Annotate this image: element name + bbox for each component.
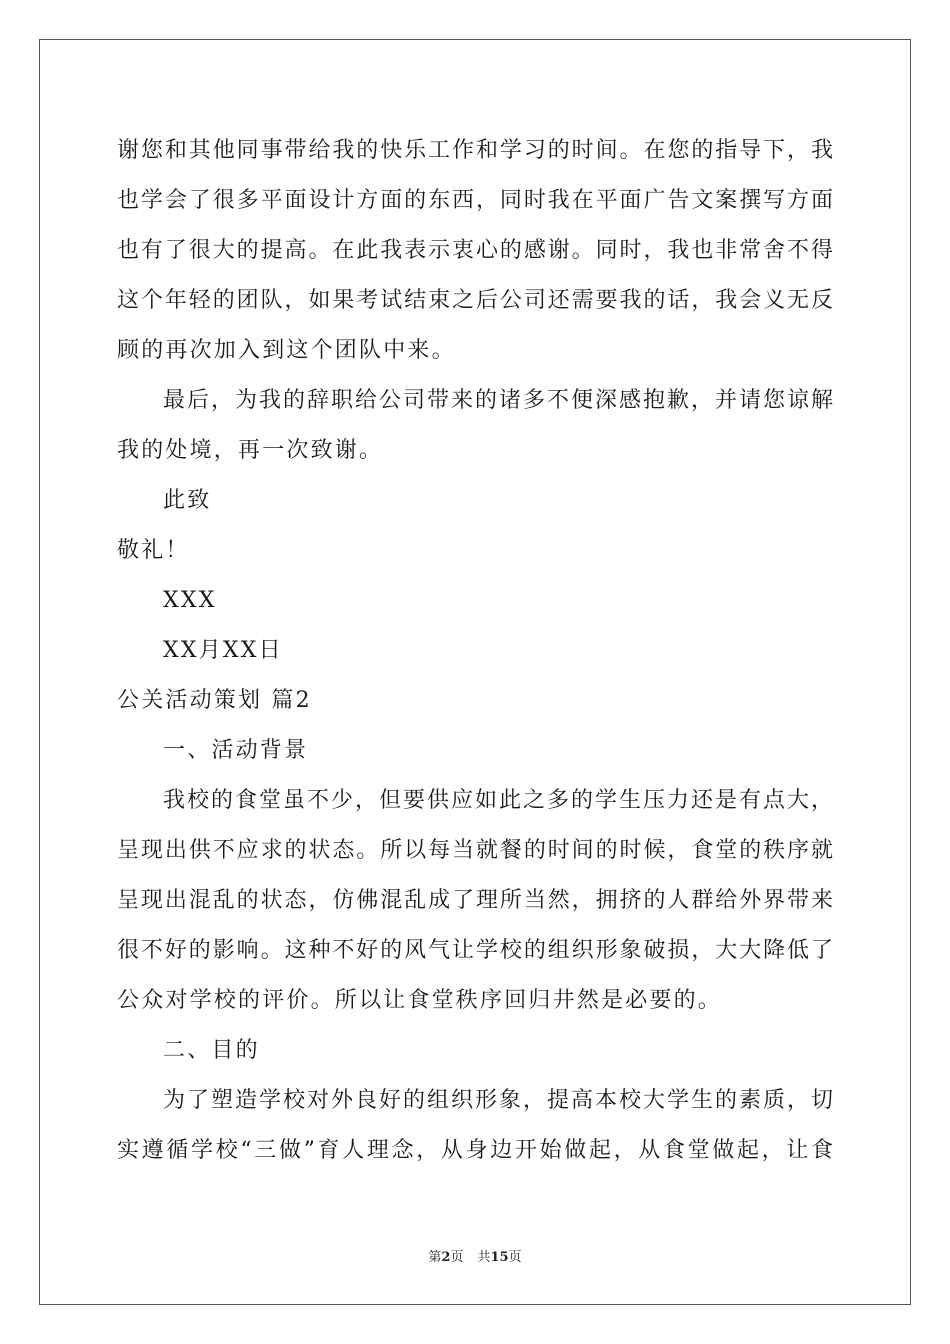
footer-page-suffix: 页	[450, 1250, 464, 1265]
text-line: 也有了很大的提高。在此我表示衷心的感谢。同时，我也非常舍不得	[117, 238, 833, 263]
text-line: 谢您和其他同事带给我的快乐工作和学习的时间。在您的指导下，我	[117, 138, 833, 163]
footer-total-pages: 15	[490, 1250, 509, 1265]
footer-page-number: 2	[441, 1250, 451, 1265]
footer-page-prefix: 第	[428, 1250, 442, 1265]
page-footer	[0, 1246, 950, 1265]
text-line: 敬礼！	[117, 538, 190, 563]
text-line: 最后，为我的辞职给公司带来的诸多不便深感抱歉，并请您谅解	[163, 388, 833, 413]
text-line: 呈现出混乱的状态，仿佛混乱成了理所当然，拥挤的人群给外界带来	[117, 888, 833, 913]
footer-total-prefix: 共	[477, 1250, 491, 1265]
text-line: 公众对学校的评价。所以让食堂秩序回归井然是必要的。	[117, 988, 723, 1013]
text-line: 很不好的影响。这种不好的风气让学校的组织形象破损，大大降低了	[117, 938, 833, 963]
text-line: 顾的再次加入到这个团队中来。	[117, 338, 456, 363]
text-line: 呈现出供不应求的状态。所以每当就餐的时间的时候，食堂的秩序就	[117, 838, 833, 863]
footer-total-suffix: 页	[508, 1250, 522, 1265]
text-line: 此致	[163, 488, 212, 513]
text-line: 也学会了很多平面设计方面的东西，同时我在平面广告文案撰写方面	[117, 188, 833, 213]
text-line: 一、活动背景	[163, 738, 309, 763]
text-line: XXX	[163, 588, 217, 613]
text-line: 我校的食堂虽不少，但要供应如此之多的学生压力还是有点大，	[163, 788, 833, 813]
text-line: 这个年轻的团队，如果考试结束之后公司还需要我的话，我会义无反	[117, 288, 833, 313]
text-line: 公关活动策划 篇2	[117, 688, 312, 713]
text-line: XX月XX日	[163, 638, 283, 663]
document-body	[117, 126, 833, 1176]
text-line: 实遵循学校“三做”育人理念，从身边开始做起，从食堂做起，让食	[117, 1138, 833, 1163]
text-line: 二、目的	[163, 1038, 260, 1063]
text-line: 我的处境，再一次致谢。	[117, 438, 384, 463]
text-line: 为了塑造学校对外良好的组织形象，提高本校大学生的素质，切	[163, 1088, 833, 1113]
